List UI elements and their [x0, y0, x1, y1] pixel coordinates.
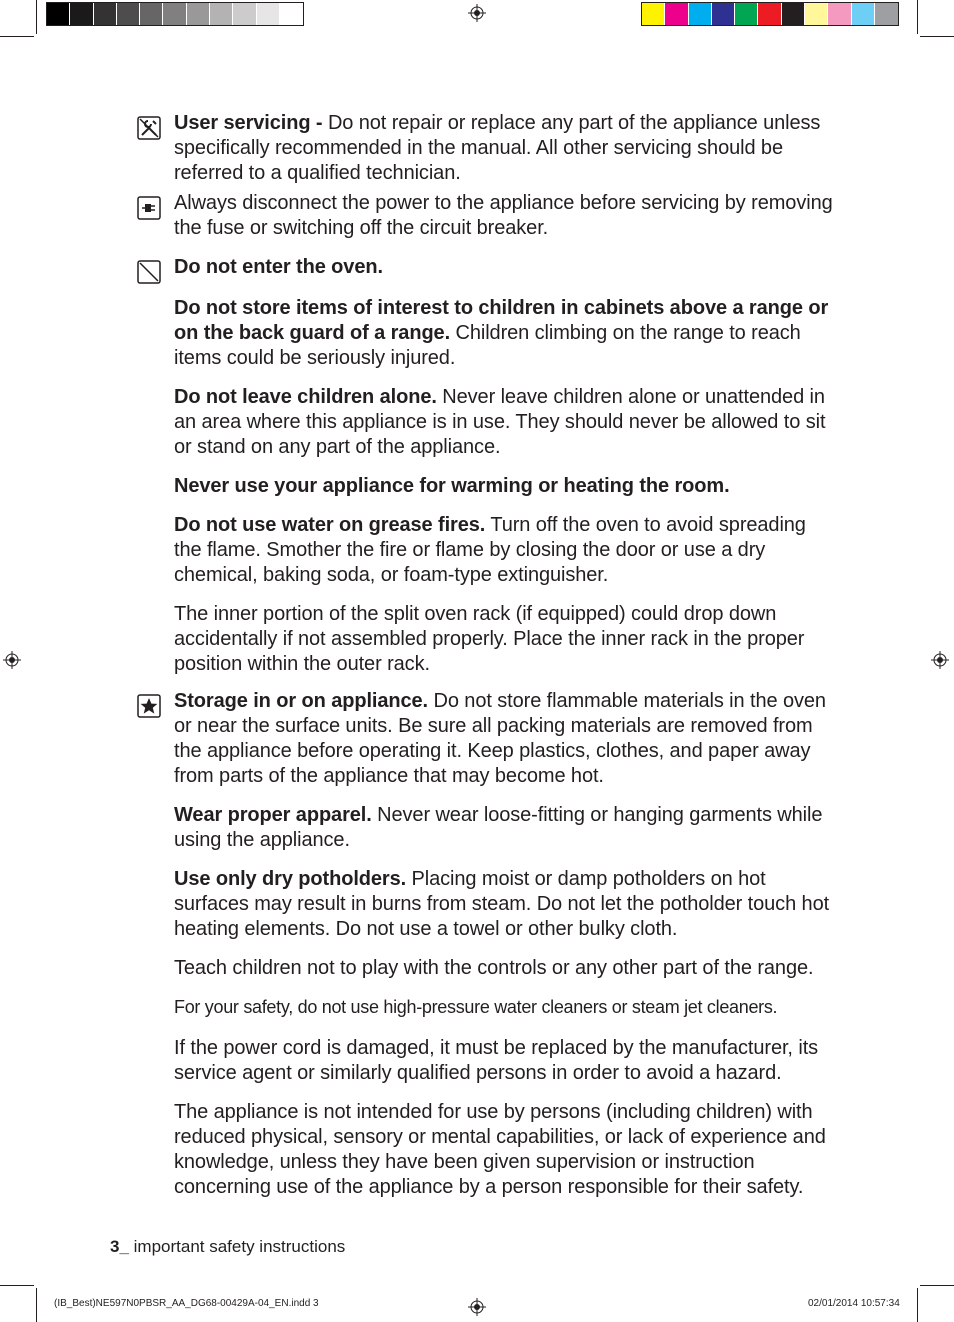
- color-swatch: [210, 3, 233, 25]
- grayscale-color-bar: [46, 2, 304, 26]
- crop-mark: [920, 36, 954, 37]
- crop-mark: [36, 0, 37, 34]
- safety-instructions-body: [174, 111, 834, 1214]
- color-swatch: [828, 3, 851, 25]
- registration-mark-icon: [931, 651, 949, 669]
- color-swatch: [257, 3, 280, 25]
- tools-prohibited-icon: [137, 116, 161, 140]
- print-slug-file: (IB_Best)NE597N0PBSR_AA_DG68-00429A-04_EN.indd 3: [54, 1298, 319, 1309]
- paragraph: For your safety, do not use high-pressure water cleaners or steam jet cleaners.: [174, 997, 778, 1017]
- paragraph: Teach children not to play with the controls or any other part of the range.: [174, 957, 814, 979]
- color-swatch: [782, 3, 805, 25]
- paragraph: Do not leave children alone. Never leave children alone or unattended in an area where this appliance is in use. They should never be allowed to sit or stand on any part of the appliance.: [174, 386, 826, 458]
- color-swatch: [805, 3, 828, 25]
- color-swatch: [852, 3, 875, 25]
- registration-mark-icon: [3, 651, 21, 669]
- color-swatch: [47, 3, 70, 25]
- crop-mark: [0, 36, 34, 37]
- color-swatch: [712, 3, 735, 25]
- crop-mark: [36, 1288, 37, 1322]
- color-swatch: [233, 3, 256, 25]
- print-slug-date: 02/01/2014 10:57:34: [808, 1298, 900, 1309]
- crop-mark: [0, 1285, 34, 1286]
- paragraph: Never use your appliance for warming or heating the room.: [174, 475, 730, 497]
- color-swatch: [758, 3, 781, 25]
- paragraph: If the power cord is damaged, it must be replaced by the manufacturer, its service agent or similarly qualified persons in order to avoid a hazard.: [174, 1037, 819, 1084]
- paragraph: Do not enter the oven.: [174, 256, 383, 278]
- color-swatch: [140, 3, 163, 25]
- color-swatch: [642, 3, 665, 25]
- color-swatch: [735, 3, 758, 25]
- star-caution-icon: [137, 694, 161, 718]
- color-swatch: [163, 3, 186, 25]
- crop-mark: [917, 1288, 918, 1322]
- color-swatch: [94, 3, 117, 25]
- paragraph: Do not store items of interest to children in cabinets above a range or on the back guard of a range. Children climbing on the range to reach items could be seriously injured.: [174, 297, 829, 369]
- paragraph: Wear proper apparel. Never wear loose-fitting or hanging garments while using the appliance.: [174, 804, 823, 851]
- paragraph: Storage in or on appliance. Do not store flammable materials in the oven or near the surface units. Be sure all packing materials are removed from the appliance before operating it. Keep plastics, clothes, and paper away from parts of the appliance that may become hot.: [174, 690, 826, 787]
- color-swatch: [665, 3, 688, 25]
- prohibited-icon: [137, 260, 161, 284]
- color-swatch: [875, 3, 898, 25]
- paragraph: The inner portion of the split oven rack (if equipped) could drop down accidentally if not assembled properly. Place the inner rack in the proper position within the outer rack.: [174, 603, 805, 675]
- paragraph: Always disconnect the power to the appliance before servicing by removing the fuse or switching off the circuit breaker.: [174, 192, 833, 239]
- section-title: important safety instructions: [128, 1237, 346, 1256]
- unplug-icon: [137, 196, 161, 220]
- process-color-bar: [641, 2, 899, 26]
- paragraph: The appliance is not intended for use by persons (including children) with reduced physical, sensory or mental capabilities, or lack of experience and knowledge, unless they have been given supervision or instruction concerning use of the appliance by a person responsible for their safety.: [174, 1101, 826, 1198]
- registration-mark-icon: [468, 1298, 486, 1316]
- page-number: 3_: [110, 1237, 129, 1256]
- color-swatch: [689, 3, 712, 25]
- paragraph: Use only dry potholders. Placing moist or damp potholders on hot surfaces may result in burns from steam. Do not let the potholder touch hot heating elements. Do not use a towel or other bulky cloth.: [174, 868, 830, 940]
- paragraph: Do not use water on grease fires. Turn off the oven to avoid spreading the flame. Smother the fire or flame by closing the door or use a dry chemical, baking soda, or foam-type extinguisher.: [174, 514, 806, 586]
- crop-mark: [917, 0, 918, 34]
- paragraph: User servicing - Do not repair or replace any part of the appliance unless specifically recommended in the manual. All other servicing should be referred to a qualified technician.: [174, 112, 821, 184]
- color-swatch: [117, 3, 140, 25]
- page-footer: [110, 1237, 345, 1257]
- color-swatch: [280, 3, 303, 25]
- color-swatch: [187, 3, 210, 25]
- color-swatch: [70, 3, 93, 25]
- crop-mark: [920, 1285, 954, 1286]
- registration-mark-icon: [468, 4, 486, 22]
